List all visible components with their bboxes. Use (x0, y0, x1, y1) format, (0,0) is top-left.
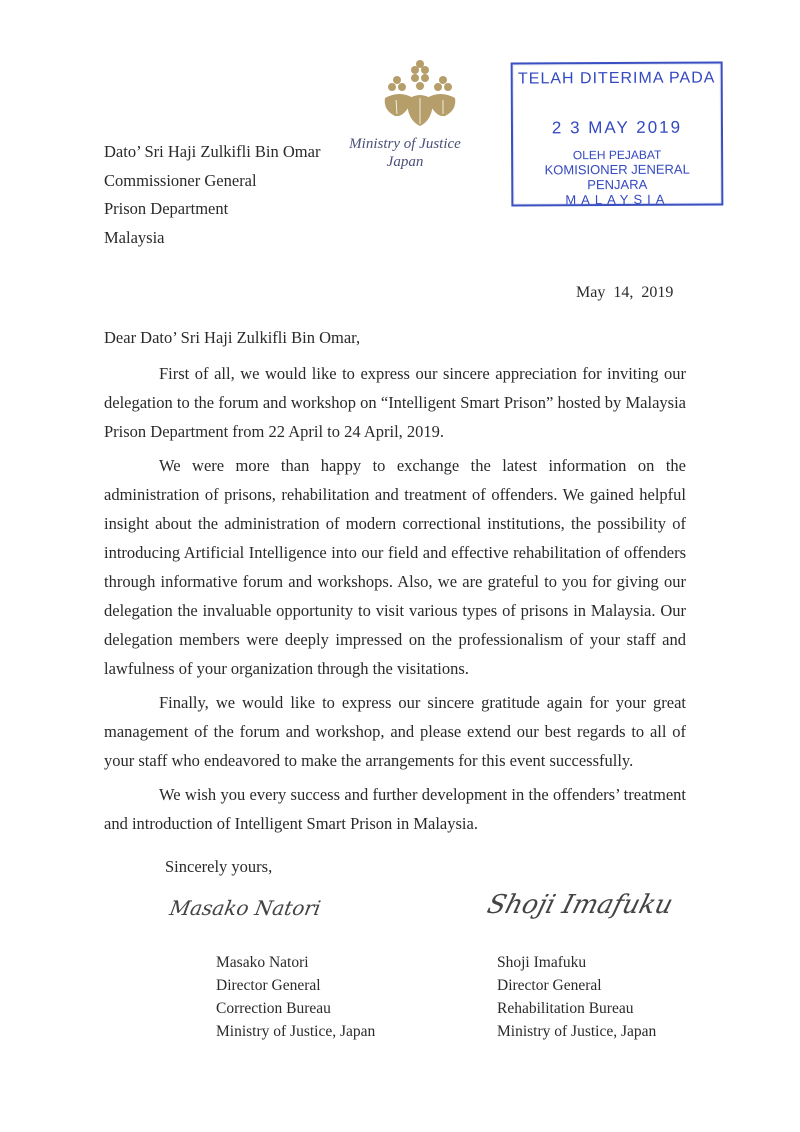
signatory-title: Director General (497, 977, 602, 994)
signatory-block (216, 951, 375, 1043)
signatory-name: Shoji Imafuku (497, 954, 587, 971)
ministry-country: Japan (386, 154, 424, 170)
signature: Masako Natori (167, 896, 323, 920)
paragraph: First of all, we would like to express our sincere appreciation for inviting our delegation to the forum and workshop on “Intelligent Smart Prison” hosted by Malaysia Prison Department from 22 April to 24 April, 2019. (104, 364, 686, 441)
stamp-header: TELAH DITERIMA PADA (517, 69, 716, 88)
ministry-letterhead (340, 135, 470, 171)
paulownia-crest-icon (375, 58, 465, 128)
stamp-by-office: OLEH PEJABAT (572, 147, 662, 163)
signatory-block (497, 951, 656, 1043)
letter-body (104, 359, 686, 843)
salutation: Dear Dato’ Sri Haji Zulkifli Bin Omar, (104, 328, 361, 347)
stamp-office-name: KOMISIONER JENERAL PENJARA (544, 161, 690, 193)
letter-date: May 14, 2019 (576, 284, 674, 301)
closing: Sincerely yours, (165, 857, 273, 876)
paragraph: Finally, we would like to express our sincere gratitude again for your great management of the forum and workshop, and please extend our best regards to all of your staff who endeavored to make the arrangements for this event successfully. (104, 693, 686, 770)
paragraph: We wish you every success and further development in the offenders’ treatment and introduction of Intelligent Smart Prison in Malaysia. (104, 785, 686, 833)
paragraph: We were more than happy to exchange the latest information on the administration of prisons, rehabilitation and treatment of offenders. We gained helpful insight about the administration of modern correctional institutions, the possibility of introducing Artificial Intelligence into our field and effective rehabilitation of offenders through informative forum and workshops. Also, we are grateful to you for giving our delegation the invaluable opportunity to visit various types of prisons in Malaysia. Our delegation members were deeply impressed on the professionalism of your staff and lawfulness of your organization through the visitations. (104, 456, 686, 678)
received-stamp (511, 61, 724, 206)
ministry-name: Ministry of Justice (349, 136, 461, 152)
signatory-title: Director General (216, 977, 321, 994)
signatory-org: Ministry of Justice, Japan (497, 1023, 657, 1040)
recipient-address (104, 138, 320, 252)
recipient-department: Prison Department (104, 199, 229, 218)
recipient-title: Commissioner General (104, 170, 257, 190)
recipient-name: Dato’ Sri Haji Zulkifli Bin Omar (104, 142, 321, 161)
recipient-country: Malaysia (104, 227, 165, 247)
stamp-date: 2 3 MAY 2019 (551, 117, 683, 138)
stamp-country: MALAYSIA (565, 191, 670, 208)
signature: Shoji Imafuku (483, 890, 677, 920)
signatory-bureau: Rehabilitation Bureau (497, 1000, 634, 1017)
signatory-name: Masako Natori (216, 954, 309, 971)
signatory-bureau: Correction Bureau (216, 1000, 331, 1017)
signatory-org: Ministry of Justice, Japan (216, 1023, 376, 1040)
